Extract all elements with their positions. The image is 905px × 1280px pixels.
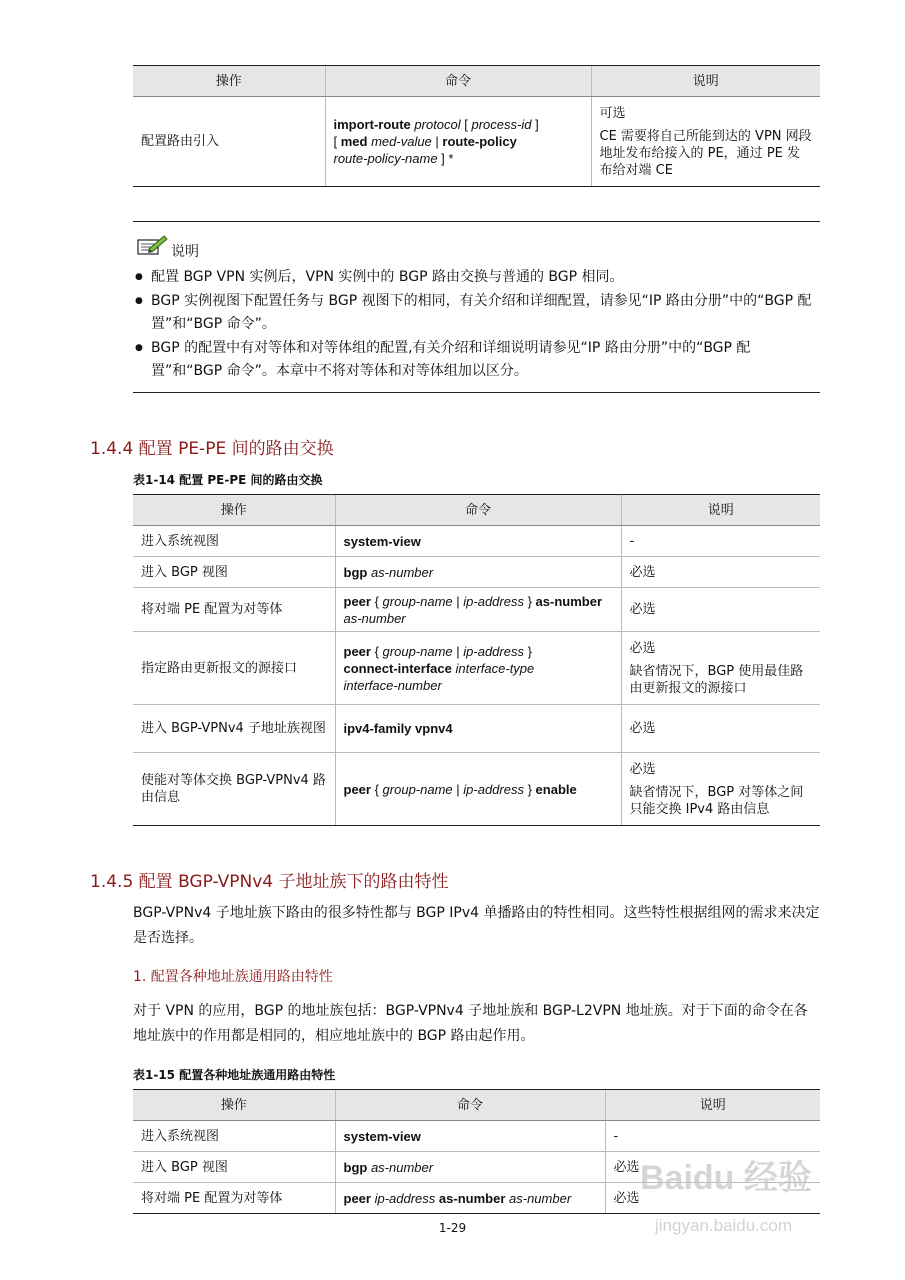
table-row [133, 632, 820, 705]
command-cell [335, 632, 621, 705]
command-token: ipv4-family vpnv4 [343, 721, 453, 736]
command-token: | [452, 643, 464, 659]
description-cell [605, 1121, 820, 1152]
description-cell [621, 588, 820, 632]
command-token: ip-address [374, 1190, 436, 1206]
command-token: process-id [471, 117, 532, 132]
command-token: | [452, 593, 464, 609]
section-1-4-5-title: 1.4.5 配置 BGP-VPNv4 子地址族下的路由特性 [90, 872, 449, 892]
command-cell [335, 1121, 605, 1152]
description-line: 必选 [629, 640, 656, 656]
command-token: bgp [343, 1159, 368, 1175]
table-row [133, 557, 820, 588]
command-token: ip-address [463, 643, 524, 659]
command-cell [335, 588, 621, 632]
command-token: [ [460, 117, 472, 132]
command-cell [325, 97, 591, 187]
command-cell [335, 753, 621, 826]
command-token: group-name [382, 643, 453, 659]
header-operation: 操作 [133, 66, 325, 97]
description-line: 必选 [613, 1159, 640, 1175]
baidu-watermark-logo: Baidu 经验 [640, 1159, 812, 1197]
command-token: med [340, 134, 368, 149]
operation-cell: 将对端 PE 配置为对等体 [133, 588, 335, 632]
command-token: route-policy [442, 134, 517, 149]
table-row [133, 705, 820, 753]
pe-pe-route-exchange-table [133, 494, 820, 826]
command-token: | [452, 781, 464, 797]
pencil-note-icon [135, 233, 169, 261]
command-token: as-number [370, 1159, 434, 1175]
description-line: 缺省情况下，BGP 使用最佳路由更新报文的源接口 [629, 663, 804, 696]
command-token: { [370, 643, 383, 659]
header-command: 命令 [335, 1090, 605, 1121]
table-row [133, 1121, 820, 1152]
command-cell [335, 705, 621, 753]
command-token: peer [343, 593, 371, 609]
command-token: route-policy-name [333, 151, 438, 166]
header-description: 说明 [621, 495, 820, 526]
list-item: ● BGP 实例视图下配置任务与 BGP 视图下的相同，有关介绍和详细配置，请参见“IP 路由分册”中的“BGP 配置”和“BGP 命令”。 [135, 290, 817, 336]
header-description: 说明 [605, 1090, 820, 1121]
header-operation: 操作 [133, 495, 335, 526]
operation-cell: 进入 BGP 视图 [133, 1152, 335, 1183]
table-row [133, 97, 820, 187]
operation-cell: 指定路由更新报文的源接口 [133, 632, 335, 705]
description-line: 必选 [629, 721, 656, 736]
command-token: ip-address [463, 593, 524, 609]
header-description: 说明 [591, 66, 820, 97]
operation-cell: 进入系统视图 [133, 1121, 335, 1152]
command-token: as-number [370, 564, 434, 580]
subsection-paragraph: 对于 VPN 的应用，BGP 的地址族包括：BGP-VPNv4 子地址族和 BGP-L2VPN 地址族。对于下面的命令在各地址族中的作用都是相同的，相应地址族中的 BGP 路由起作用。 [133, 1003, 808, 1044]
section-1-4-4-title: 1.4.4 配置 PE-PE 间的路由交换 [90, 439, 334, 459]
description-cell [621, 526, 820, 557]
command-token: med-value [371, 134, 432, 149]
command-token: { [370, 781, 383, 797]
command-token: } [523, 593, 536, 609]
command-cell [335, 1152, 605, 1183]
list-item: ● BGP 的配置中有对等体和对等体组的配置,有关介绍和详细说明请参见“IP 路由分册”中的“BGP 配置”和“BGP 命令”。本章中不将对等体和对等体组加以区分。 [135, 337, 817, 383]
description-line: 必选 [629, 564, 656, 580]
command-token: enable [535, 781, 577, 797]
command-cell [335, 1183, 605, 1214]
command-token: ] [531, 117, 539, 132]
command-token: ip-address [463, 781, 524, 797]
command-cell [335, 526, 621, 557]
command-token: import-route [333, 117, 411, 132]
command-token: peer [343, 643, 371, 659]
header-command: 命令 [335, 495, 621, 526]
header-operation: 操作 [133, 1090, 335, 1121]
description-line: 必选 [613, 1190, 640, 1206]
operation-cell: 进入 BGP-VPNv4 子地址族视图 [133, 705, 335, 753]
command-token: protocol [414, 117, 461, 132]
command-token: [ [333, 134, 341, 149]
command-token: group-name [382, 781, 453, 797]
subsection-title: 1. 配置各种地址族通用路由特性 [133, 969, 333, 985]
command-token: ] * [437, 151, 454, 166]
operation-cell: 配置路由引入 [133, 97, 325, 187]
page-number: 1-29 [438, 1221, 467, 1235]
description-cell [621, 632, 820, 705]
command-token: connect-interface [343, 660, 452, 676]
description-line: CE 需要将自己所能到达的 VPN 网段地址发布给接入的 PE，通过 PE 发布给对端 CE [599, 128, 812, 178]
description-cell [621, 753, 820, 826]
note-title: 说明 [171, 244, 199, 260]
command-token: } [523, 643, 532, 659]
list-item: ● 配置 BGP VPN 实例后，VPN 实例中的 BGP 路由交换与普通的 BGP 相同。 [135, 266, 817, 289]
command-token: system-view [343, 1128, 421, 1144]
table-row [133, 753, 820, 826]
description-line: 可选 [599, 105, 626, 121]
table-1-15-caption: 表1-15 配置各种地址族通用路由特性 [133, 1068, 336, 1082]
description-line: 必选 [629, 602, 656, 617]
command-token: as-number [535, 593, 603, 609]
header-command: 命令 [325, 66, 591, 97]
description-line: - [629, 533, 635, 549]
watermark-url: jingyan.baidu.com [655, 1216, 793, 1235]
command-token: { [370, 593, 383, 609]
note-header [135, 233, 199, 261]
command-token: interface-number [343, 677, 442, 693]
command-token: peer [343, 1190, 371, 1206]
note-list [135, 266, 817, 384]
command-cell [335, 557, 621, 588]
command-token: system-view [343, 533, 421, 549]
command-token: as-number [438, 1190, 506, 1206]
description-cell [591, 97, 820, 187]
command-token: bgp [343, 564, 368, 580]
operation-cell: 将对端 PE 配置为对等体 [133, 1183, 335, 1214]
description-cell [621, 557, 820, 588]
operation-cell: 使能对等体交换 BGP-VPNv4 路由信息 [133, 753, 335, 826]
route-import-table [133, 65, 820, 187]
section-intro-paragraph: BGP-VPNv4 子地址族下路由的很多特性都与 BGP IPv4 单播路由的特性相同。这些特性根据组网的需求来决定是否选择。 [133, 905, 820, 946]
command-token: | [431, 134, 443, 149]
table-1-14-caption: 表1-14 配置 PE-PE 间的路由交换 [133, 473, 323, 487]
description-line: 缺省情况下，BGP 对等体之间只能交换 IPv4 路由信息 [629, 784, 804, 817]
command-token: as-number [343, 610, 406, 626]
description-cell [621, 705, 820, 753]
table-row [133, 526, 820, 557]
description-line: 必选 [629, 761, 656, 777]
description-line: - [613, 1128, 619, 1144]
command-token: } [523, 781, 536, 797]
table-row [133, 588, 820, 632]
command-token: as-number [509, 1190, 572, 1206]
operation-cell: 进入系统视图 [133, 526, 335, 557]
note-box [133, 221, 820, 393]
operation-cell: 进入 BGP 视图 [133, 557, 335, 588]
command-token: interface-type [455, 660, 535, 676]
command-token: peer [343, 781, 371, 797]
command-token: group-name [382, 593, 453, 609]
